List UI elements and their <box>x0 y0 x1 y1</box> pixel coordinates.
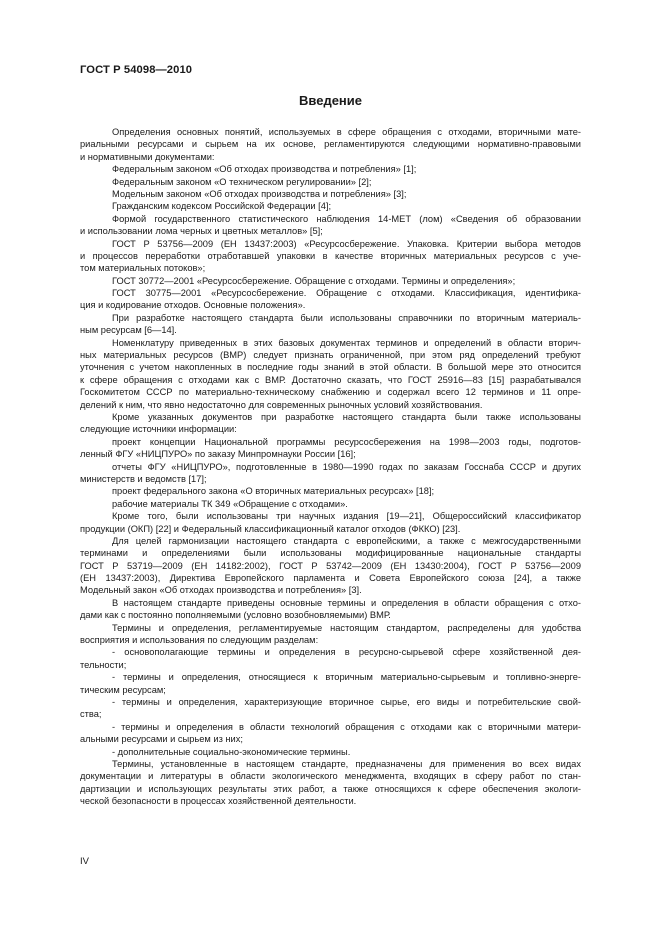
text-line: дами как с постоянно пополняемыми (условно возобновляемыми) ВМР. <box>80 610 391 621</box>
text-line: ГОСТ 30775—2001 «Ресурсосбережение. Обращение с отходами. Классификация, идентифика- <box>112 288 581 299</box>
text-line: ства; <box>80 709 102 720</box>
text-line: (ЕН 13437:2003), Директива Европейского парламента и Совета Европейского союза [24], а также <box>80 573 581 584</box>
text-line: том материальных потоков»; <box>80 263 206 274</box>
text-line: продукции (ОКП) [22] и Федеральный классификационный каталог отходов (ФККО) [23]. <box>80 523 461 534</box>
text-line: восприятия и использования по следующим разделам: <box>80 635 319 646</box>
text-line: проект федерального закона «О вторичных материальных ресурсах» [18]; <box>112 486 435 497</box>
text-line: проект концепции Национальной программы ресурсосбережения на 1998—2003 годы, подготов- <box>112 436 581 447</box>
text-line: ным ресурсам [6—14]. <box>80 325 177 336</box>
text-line: и процессов переработки отработавшей упаковки в качестве вторичных материальных ресурсов с уче- <box>80 250 581 261</box>
text-line: Гражданским кодексом Российской Федерации [4]; <box>112 201 332 212</box>
text-line: тельности; <box>80 659 127 670</box>
text-line: - термины и определения, характеризующие вторичное сырье, его виды и потребительские свой- <box>112 696 581 707</box>
text-line: - термины и определения, относящиеся к вторичным материально-сырьевым и топливно-энерге- <box>112 672 581 683</box>
body-text <box>80 126 581 807</box>
text-line: ция и кодирование отходов. Основные положения». <box>80 300 306 311</box>
text-line: Термины, установленные в настоящем стандарте, предназначены для применения во всех видах <box>112 758 581 769</box>
text-line: Кроме указанных документов при разработке настоящего стандарта были также использованы <box>112 411 581 422</box>
text-line: уточнения с учетом накопленных в последние годы знаний в этой области. В большой мере это относится <box>80 362 581 373</box>
text-line: Номенклатуру приведенных в этих базовых документах терминов и определений в области вторич- <box>112 337 581 348</box>
document-designation: ГОСТ Р 54098—2010 <box>80 64 193 76</box>
text-line: делений к ним, что явно недостаточно для современных рыночных условий хозяйствования. <box>80 399 483 410</box>
text-line: ческой безопасности в процессах хозяйственной деятельности. <box>80 796 357 807</box>
text-line: документации и литературы в области экологического менеджмента, входящих в сферу работ по стан- <box>80 771 581 782</box>
text-line: Модельным законом «Об отходах производства и потребления» [3]; <box>112 188 407 199</box>
text-line: Для целей гармонизации настоящего стандарта с европейскими, а также с межгосударственными <box>112 535 581 546</box>
text-line: тическим ресурсам; <box>80 684 166 695</box>
text-line: Модельный закон «Об отходах производства и потребления» [3]. <box>80 585 362 596</box>
text-line: альными ресурсами и сырьем из них; <box>80 734 243 745</box>
text-line: Федеральным законом «Об отходах производства и потребления» [1]; <box>112 164 417 175</box>
text-line: и нормативными документами: <box>80 151 215 162</box>
text-line: Федеральным законом «О техническом регулировании» [2]; <box>112 176 372 187</box>
text-line: ГОСТ 30772—2001 «Ресурсосбережение. Обращение с отходами. Термины и определения»; <box>112 275 516 286</box>
text-line: ГОСТ Р 53756—2009 (ЕН 13437:2003) «Ресурсосбережение. Упаковка. Критерии выбора методов <box>112 238 581 249</box>
text-line: При разработке настоящего стандарта были использованы справочники по вторичным материаль- <box>112 312 581 323</box>
text-line: - термины и определения в области технологий обращения с отходами как с вторичными матери- <box>112 721 581 732</box>
text-line: дартизации и использующих результаты этих работ, а также относящихся к сфере обеспечения экологи- <box>80 783 581 794</box>
text-line: Формой государственного статистического наблюдения 14-МЕТ (лом) «Сведения об образовании <box>112 213 581 224</box>
text-line: Кроме того, были использованы три научных издания [19—21], Общероссийский классификатор <box>112 511 581 522</box>
section-title: Введение <box>299 93 362 108</box>
text-line: следующие источники информации: <box>80 424 237 435</box>
text-line: ных материальных ресурсов (ВМР) следует признать ограниченной, при этом ряд определений требуют <box>80 350 581 361</box>
text-line: рабочие материалы ТК 349 «Обращение с отходами». <box>112 498 348 509</box>
text-line: - основополагающие термины и определения в ресурсно-сырьевой сфере хозяйственной дея- <box>112 647 581 658</box>
text-line: Термины и определения, регламентируемые настоящим стандартом, распределены для удобства <box>112 622 581 633</box>
text-line: В настоящем стандарте приведены основные термины и определения в области обращения с отхо- <box>112 597 581 608</box>
text-line: отчеты ФГУ «НИЦПУРО», подготовленные в 1980—1990 годах по заказам Госснаба СССР и других <box>112 461 581 472</box>
text-line: ленный ФГУ «НИЦПУРО» по заказу Минпромнауки России [16]; <box>80 449 356 460</box>
text-line: - дополнительные социально-экономические термины. <box>112 746 351 757</box>
text-line: Определения основных понятий, используемых в сфере обращения с отходами, вторичными мате- <box>112 127 581 137</box>
text-line: и использовании лома черных и цветных металлов» [5]; <box>80 226 323 237</box>
text-line: министерств и ведомств [17]; <box>80 473 207 484</box>
text-line: к сфере обращения с отходами как с ВМР. Достаточно сказать, что ГОСТ 25916—83 [15] разрабатывался <box>80 374 581 385</box>
text-line: ГОСТ Р 53719—2009 (ЕН 14182:2002), ГОСТ Р 53742—2009 (ЕН 13430:2004), ГОСТ Р 53756—2009 <box>80 560 581 571</box>
text-line: риальными ресурсами и сырьем на их основе, регламентируются следующими нормативно-правовыми <box>80 139 581 150</box>
text-line: Госкомитетом СССР по материально-техническому снабжению и содержал всего 12 терминов и 11 опре- <box>80 387 581 398</box>
page-number: IV <box>80 856 89 867</box>
text-line: терминами и определениями были использованы модифицированные национальные стандарты <box>80 548 581 559</box>
